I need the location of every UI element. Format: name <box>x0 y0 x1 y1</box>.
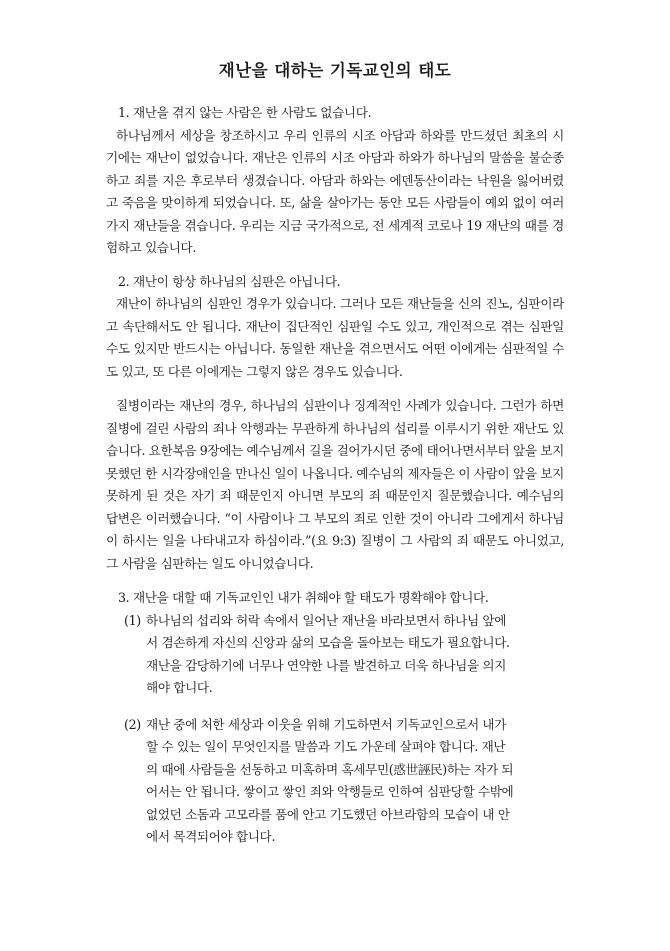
item-text: 재난 중에 처한 세상과 이웃을 위해 기도하면서 기독교인으로서 내가 할 수 있는 일이 무엇인지를 말씀과 기도 가운데 살펴야 합니다. 재난의 때에 사람들을 선동하고 미혹하며 혹세무민(惑世誣民)하는 자가 되어서는 안 됩니다. 쌓이고 쌓인 죄와 악행들로 인하여 심판당할 수밖에 없었던 소돔과 고모라를 품에 안고 기도했던 아브라함의 모습이 내 안에서 목격되어야 합니다. <box>146 716 514 844</box>
item-text: 하나님의 섭리와 허락 속에서 일어난 재난을 바라보면서 하나님 앞에서 겸손하게 자신의 신앙과 삶의 모습을 돌아보는 태도가 필요합니다. 재난을 감당하기에 너무나 연약한 나를 발견하고 더욱 하나님을 의지해야 합니다. <box>146 612 510 695</box>
section-2-paragraph-2: 질병이라는 재난의 경우, 하나님의 심판이나 징계적인 사례가 있습니다. 그런가 하면 질병에 걸린 사람의 죄나 악행과는 무관하게 하나님의 섭리를 이루시기 위한 재난도 있습니다. 요한복음 9장에는 예수님께서 길을 걸어가시던 중에 태어나면서부터 앞을 보지 못했던 한 시각장애인을 만나신 일이 나옵니다. 예수님의 제자들은 이 사람이 앞을 보지 못하게 된 것은 자기 죄 때문인지 아니면 부모의 죄 때문인지 질문했습니다. 예수님의 답변은 이러했습니다. “이 사람이나 그 부모의 죄로 인한 것이 아니라 그에게서 하나님이 하시는 일을 나타내고자 하심이라.”(요 9:3) 질병이 그 사람의 죄 때문도 아니었고, 그 사람을 심판하는 일도 아니었습니다. <box>106 398 564 571</box>
section-1-heading: 1. 재난을 겪지 않는 사람은 한 사람도 없습니다. <box>118 105 372 120</box>
section-3 <box>106 587 564 849</box>
section-3-heading: 3. 재난을 대할 때 기독교인인 내가 취해야 할 태도가 명확해야 합니다. <box>118 590 489 605</box>
item-number: (2) <box>124 716 141 732</box>
item-number: (1) <box>124 612 141 628</box>
document-title: 재난을 대하는 기독교인의 태도 <box>218 61 452 80</box>
section-2-heading: 2. 재난이 항상 하나님의 심판은 아닙니다. <box>118 273 341 289</box>
section-3-item-1 <box>106 610 564 700</box>
section-3-item-2 <box>106 714 564 849</box>
section-2 <box>106 271 564 576</box>
section-1-paragraph: 하나님께서 세상을 창조하시고 우리 인류의 시조 아담과 하와를 만드셨던 최초의 시기에는 재난이 없었습니다. 재난은 인류의 시조 아담과 하와가 하나님의 말씀을 불순종하고 죄를 지은 후로부터 생겼습니다. 아담과 하와는 에덴동산이라는 낙원을 잃어버렸고 죽음을 맞이하게 되었습니다. 또, 삶을 살아가는 동안 모든 사람들이 예외 없이 여러 가지 재난들을 겪습니다. 우리는 지금 국가적으로, 전 세계적 코로나 19 재난의 때를 경험하고 있습니다. <box>106 127 564 255</box>
section-1 <box>106 102 564 260</box>
section-2-paragraph-1: 재난이 하나님의 심판인 경우가 있습니다. 그러나 모든 재난들을 신의 진노, 심판이라고 속단해서도 안 됩니다. 재난이 집단적인 심판일 수도 있고, 개인적으로 겪는 심판일 수도 있지만 반드시는 아닙니다. 동일한 재난을 겪으면서도 어떤 이에게는 심판적일 수도 있고, 또 다른 이에게는 그렇지 않은 경우도 있습니다. <box>106 296 564 379</box>
document-body <box>106 102 564 849</box>
